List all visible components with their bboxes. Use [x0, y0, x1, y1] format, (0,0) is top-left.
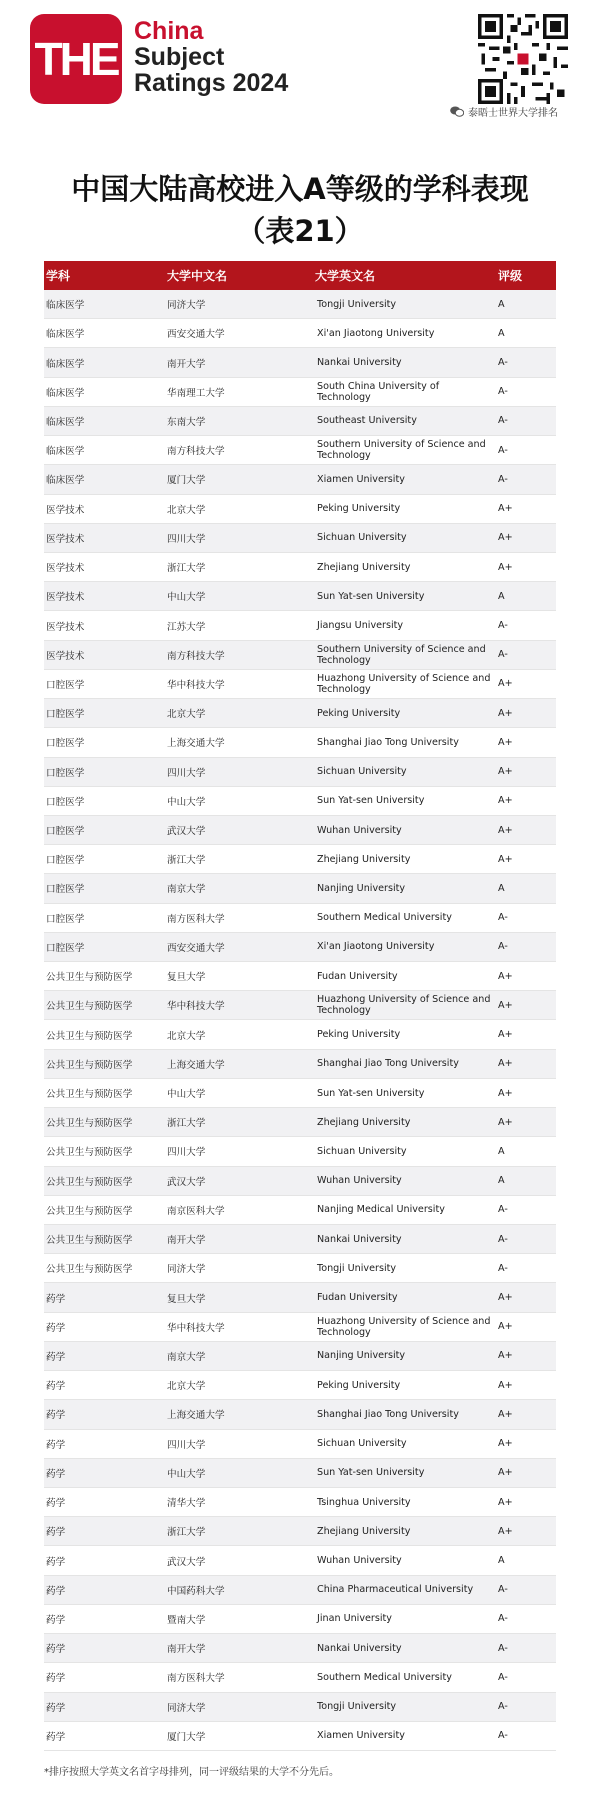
cell-english-name: Nanjing University [317, 1350, 406, 1362]
cell-english-name: South China University of Technology [317, 380, 440, 403]
cell-english-name: Shanghai Jiao Tong University [317, 1058, 459, 1070]
cell-chinese-name: 同济大学 [167, 300, 206, 312]
cell-rating: A [498, 1145, 505, 1157]
table-row [44, 787, 556, 816]
cell-subject: 药学 [46, 1498, 66, 1510]
header-english-name: 大学英文名 [315, 269, 376, 283]
table-row [44, 436, 556, 465]
cell-rating: A [498, 590, 505, 602]
cell-rating: A+ [498, 707, 513, 719]
cell-subject: 药学 [46, 1410, 66, 1422]
cell-rating: A- [498, 1204, 508, 1216]
cell-english-name: Southern University of Science and Technology [317, 643, 486, 666]
cell-subject: 临床医学 [46, 416, 85, 428]
cell-subject: 药学 [46, 1731, 66, 1743]
cell-chinese-name: 南开大学 [167, 358, 206, 370]
cell-english-name: Shanghai Jiao Tong University [317, 1408, 459, 1420]
table-row [44, 319, 556, 348]
cell-chinese-name: 东南大学 [167, 416, 206, 428]
cell-subject: 公共卫生与预防医学 [46, 1235, 133, 1247]
cell-english-name: Southern Medical University [317, 1671, 452, 1683]
cell-english-name: Peking University [317, 1379, 401, 1391]
cell-subject: 口腔医学 [46, 796, 85, 808]
cell-chinese-name: 南京大学 [167, 1351, 206, 1363]
cell-rating: A+ [498, 1029, 513, 1041]
cell-subject: 口腔医学 [46, 913, 85, 925]
cell-rating: A+ [498, 970, 513, 982]
cell-rating: A- [498, 912, 508, 924]
table-row [44, 1313, 556, 1342]
cell-rating: A+ [498, 853, 513, 865]
cell-english-name: Sichuan University [317, 532, 407, 544]
cell-chinese-name: 四川大学 [167, 1147, 206, 1159]
cell-rating: A [498, 298, 505, 310]
cell-english-name: Southeast University [317, 415, 417, 427]
cell-chinese-name: 华中科技大学 [167, 1001, 225, 1013]
cell-subject: 口腔医学 [46, 855, 85, 867]
table-row [44, 816, 556, 845]
cell-rating: A+ [498, 678, 513, 690]
table-row [44, 407, 556, 436]
cell-english-name: Wuhan University [317, 1555, 402, 1567]
cell-english-name: Xi'an Jiaotong University [317, 941, 435, 953]
table-row [44, 670, 556, 699]
cell-chinese-name: 华中科技大学 [167, 679, 225, 691]
table-row [44, 1079, 556, 1108]
cell-subject: 口腔医学 [46, 884, 85, 896]
cell-subject: 药学 [46, 1585, 66, 1597]
cell-subject: 口腔医学 [46, 709, 85, 721]
table-row [44, 378, 556, 407]
cell-subject: 药学 [46, 1468, 66, 1480]
cell-chinese-name: 武汉大学 [167, 826, 206, 838]
table-row [44, 348, 556, 377]
table-row [44, 933, 556, 962]
cell-rating: A+ [498, 795, 513, 807]
cell-rating: A- [498, 473, 508, 485]
cell-english-name: Peking University [317, 707, 401, 719]
cell-english-name: Tongji University [317, 1262, 397, 1274]
cell-english-name: Xiamen University [317, 473, 405, 485]
cell-chinese-name: 中山大学 [167, 1089, 206, 1101]
brand-title [134, 18, 288, 96]
cell-subject: 公共卫生与预防医学 [46, 1118, 133, 1130]
header-chinese-name: 大学中文名 [167, 269, 228, 283]
table-row [44, 1371, 556, 1400]
cell-chinese-name: 复旦大学 [167, 1293, 206, 1305]
table-row [44, 1576, 556, 1605]
table-row [44, 1225, 556, 1254]
table-row [44, 641, 556, 670]
table-row [44, 290, 556, 319]
cell-subject: 药学 [46, 1673, 66, 1685]
table-row [44, 845, 556, 874]
cell-english-name: Zhejiang University [317, 853, 411, 865]
cell-english-name: Huazhong University of Science and Technology [317, 672, 491, 695]
cell-english-name: Huazhong University of Science and Technology [317, 994, 491, 1017]
cell-subject: 药学 [46, 1322, 66, 1334]
cell-chinese-name: 厦门大学 [167, 1731, 206, 1743]
cell-rating: A- [498, 1671, 508, 1683]
table-row [44, 758, 556, 787]
cell-rating: A+ [498, 766, 513, 778]
cell-rating: A- [498, 1584, 508, 1596]
cell-english-name: Sun Yat-sen University [317, 795, 425, 807]
cell-english-name: Nankai University [317, 1233, 402, 1245]
table-row [44, 991, 556, 1020]
title-line-1: 中国大陆高校进入A等级的学科表现 [71, 172, 529, 206]
cell-english-name: Wuhan University [317, 824, 402, 836]
qr-code-icon [478, 14, 568, 104]
table-row [44, 1722, 556, 1751]
table-body [44, 290, 556, 1751]
cell-rating: A+ [498, 1116, 513, 1128]
cell-rating: A+ [498, 1058, 513, 1070]
cell-rating: A- [498, 941, 508, 953]
cell-english-name: Jinan University [317, 1613, 392, 1625]
cell-rating: A+ [498, 1525, 513, 1537]
cell-chinese-name: 复旦大学 [167, 972, 206, 984]
cell-english-name: Sun Yat-sen University [317, 590, 425, 602]
cell-english-name: Sichuan University [317, 1145, 407, 1157]
cell-chinese-name: 上海交通大学 [167, 738, 225, 750]
cell-english-name: China Pharmaceutical University [317, 1584, 474, 1596]
cell-rating: A+ [498, 1350, 513, 1362]
footnote: *排序按照大学英文名首字母排列，同一评级结果的大学不分先后。 [44, 1767, 339, 1778]
cell-english-name: Tongji University [317, 1701, 397, 1713]
cell-rating: A- [498, 1642, 508, 1654]
cell-subject: 医学技术 [46, 533, 85, 545]
cell-chinese-name: 浙江大学 [167, 563, 206, 575]
header-rating: 评级 [498, 269, 523, 283]
cell-english-name: Southern University of Science and Technology [317, 439, 486, 462]
cell-subject: 药学 [46, 1351, 66, 1363]
cell-subject: 临床医学 [46, 475, 85, 487]
title-line-2: （表21） [236, 214, 364, 248]
cell-chinese-name: 江苏大学 [167, 621, 206, 633]
table-row [44, 1137, 556, 1166]
cell-rating: A- [498, 1233, 508, 1245]
cell-chinese-name: 上海交通大学 [167, 1410, 225, 1422]
cell-chinese-name: 西安交通大学 [167, 329, 225, 341]
cell-subject: 临床医学 [46, 387, 85, 399]
the-logo [30, 14, 122, 104]
cell-english-name: Sun Yat-sen University [317, 1087, 425, 1099]
cell-english-name: Southern Medical University [317, 912, 452, 924]
cell-chinese-name: 武汉大学 [167, 1176, 206, 1188]
cell-english-name: Nankai University [317, 1642, 402, 1654]
cell-chinese-name: 四川大学 [167, 533, 206, 545]
cell-english-name: Fudan University [317, 970, 398, 982]
cell-subject: 公共卫生与预防医学 [46, 1264, 133, 1276]
table-row [44, 1342, 556, 1371]
table-row [44, 465, 556, 494]
table-row [44, 1546, 556, 1575]
cell-subject: 口腔医学 [46, 679, 85, 691]
table-row [44, 1254, 556, 1283]
cell-rating: A+ [498, 1496, 513, 1508]
cell-chinese-name: 暨南大学 [167, 1614, 206, 1626]
cell-chinese-name: 浙江大学 [167, 855, 206, 867]
cell-rating: A+ [498, 1379, 513, 1391]
header-subject: 学科 [46, 269, 71, 283]
cell-english-name: Nanjing Medical University [317, 1204, 445, 1216]
cell-rating: A+ [498, 736, 513, 748]
cell-subject: 药学 [46, 1293, 66, 1305]
brand-line-ratings: Ratings 2024 [134, 69, 289, 97]
cell-rating: A+ [498, 824, 513, 836]
cell-english-name: Tongji University [317, 298, 397, 310]
table-row [44, 1663, 556, 1692]
cell-chinese-name: 同济大学 [167, 1702, 206, 1714]
cell-english-name: Sichuan University [317, 1438, 407, 1450]
cell-chinese-name: 浙江大学 [167, 1527, 206, 1539]
cell-chinese-name: 北京大学 [167, 1381, 206, 1393]
cell-rating: A- [498, 1613, 508, 1625]
cell-chinese-name: 中山大学 [167, 592, 206, 604]
page-title [0, 168, 600, 252]
cell-subject: 公共卫生与预防医学 [46, 1176, 133, 1188]
cell-rating: A- [498, 1701, 508, 1713]
cell-subject: 医学技术 [46, 504, 85, 516]
cell-chinese-name: 北京大学 [167, 1030, 206, 1042]
cell-subject: 药学 [46, 1439, 66, 1451]
cell-rating: A+ [498, 1467, 513, 1479]
cell-english-name: Jiangsu University [317, 620, 404, 632]
cell-subject: 医学技术 [46, 650, 85, 662]
cell-chinese-name: 中国药科大学 [167, 1585, 225, 1597]
table-row [44, 1634, 556, 1663]
cell-chinese-name: 中山大学 [167, 1468, 206, 1480]
cell-chinese-name: 南京大学 [167, 884, 206, 896]
table-row [44, 495, 556, 524]
cell-chinese-name: 华南理工大学 [167, 387, 225, 399]
cell-subject: 医学技术 [46, 621, 85, 633]
cell-subject: 药学 [46, 1644, 66, 1656]
cell-subject: 临床医学 [46, 300, 85, 312]
cell-chinese-name: 南方医科大学 [167, 1673, 225, 1685]
table-row [44, 1430, 556, 1459]
cell-english-name: Sichuan University [317, 766, 407, 778]
cell-rating: A- [498, 415, 508, 427]
table-row [44, 1108, 556, 1137]
table-header [44, 261, 556, 290]
cell-rating: A [498, 1555, 505, 1567]
cell-rating: A+ [498, 561, 513, 573]
cell-chinese-name: 武汉大学 [167, 1556, 206, 1568]
brand-line-subject: Subject [134, 43, 225, 71]
brand-line-china: China [134, 17, 204, 45]
cell-subject: 药学 [46, 1381, 66, 1393]
table-row [44, 582, 556, 611]
cell-rating: A+ [498, 999, 513, 1011]
ratings-table [44, 261, 556, 1751]
cell-chinese-name: 中山大学 [167, 796, 206, 808]
cell-subject: 公共卫生与预防医学 [46, 1147, 133, 1159]
table-row [44, 1283, 556, 1312]
cell-subject: 公共卫生与预防医学 [46, 1059, 133, 1071]
cell-english-name: Sun Yat-sen University [317, 1467, 425, 1479]
cell-english-name: Peking University [317, 503, 401, 515]
table-row [44, 1459, 556, 1488]
cell-rating: A [498, 327, 505, 339]
cell-chinese-name: 南开大学 [167, 1644, 206, 1656]
cell-chinese-name: 上海交通大学 [167, 1059, 225, 1071]
cell-chinese-name: 四川大学 [167, 1439, 206, 1451]
cell-chinese-name: 南方科技大学 [167, 446, 225, 458]
cell-subject: 口腔医学 [46, 738, 85, 750]
wechat-icon [450, 106, 464, 117]
cell-english-name: Shanghai Jiao Tong University [317, 736, 459, 748]
cell-rating: A+ [498, 1087, 513, 1099]
cell-chinese-name: 南京医科大学 [167, 1205, 225, 1217]
table-row [44, 1400, 556, 1429]
cell-subject: 药学 [46, 1702, 66, 1714]
cell-subject: 公共卫生与预防医学 [46, 1030, 133, 1042]
table-row [44, 1196, 556, 1225]
cell-rating: A- [498, 444, 508, 456]
cell-subject: 药学 [46, 1527, 66, 1539]
table-row [44, 611, 556, 640]
cell-english-name: Huazhong University of Science and Technology [317, 1315, 491, 1338]
table-row [44, 1020, 556, 1049]
cell-english-name: Zhejiang University [317, 561, 411, 573]
cell-chinese-name: 南开大学 [167, 1235, 206, 1247]
table-row [44, 962, 556, 991]
logo-text: THE [34, 33, 118, 85]
cell-rating: A- [498, 386, 508, 398]
cell-english-name: Xi'an Jiaotong University [317, 327, 435, 339]
table-row [44, 524, 556, 553]
table-row [44, 1693, 556, 1722]
cell-rating: A- [498, 357, 508, 369]
cell-rating: A+ [498, 1408, 513, 1420]
cell-chinese-name: 南方医科大学 [167, 913, 225, 925]
cell-chinese-name: 西安交通大学 [167, 942, 225, 954]
cell-chinese-name: 北京大学 [167, 504, 206, 516]
cell-rating: A+ [498, 1321, 513, 1333]
table-row [44, 1488, 556, 1517]
table-row [44, 904, 556, 933]
cell-english-name: Fudan University [317, 1292, 398, 1304]
cell-subject: 公共卫生与预防医学 [46, 972, 133, 984]
cell-rating: A+ [498, 532, 513, 544]
cell-subject: 公共卫生与预防医学 [46, 1001, 133, 1013]
table-row [44, 1050, 556, 1079]
cell-chinese-name: 北京大学 [167, 709, 206, 721]
cell-subject: 口腔医学 [46, 767, 85, 779]
cell-subject: 药学 [46, 1614, 66, 1626]
table-row [44, 699, 556, 728]
wechat-account-name: 泰晤士世界大学排名 [468, 108, 558, 119]
cell-rating: A- [498, 649, 508, 661]
cell-subject: 口腔医学 [46, 942, 85, 954]
cell-subject: 公共卫生与预防医学 [46, 1205, 133, 1217]
cell-english-name: Nanjing University [317, 882, 406, 894]
cell-english-name: Xiamen University [317, 1730, 405, 1742]
cell-subject: 口腔医学 [46, 826, 85, 838]
cell-rating: A [498, 882, 505, 894]
cell-chinese-name: 南方科技大学 [167, 650, 225, 662]
table-row [44, 874, 556, 903]
cell-rating: A- [498, 1730, 508, 1742]
cell-english-name: Wuhan University [317, 1175, 402, 1187]
cell-chinese-name: 同济大学 [167, 1264, 206, 1276]
cell-subject: 公共卫生与预防医学 [46, 1089, 133, 1101]
cell-subject: 医学技术 [46, 563, 85, 575]
cell-english-name: Peking University [317, 1029, 401, 1041]
cell-chinese-name: 清华大学 [167, 1498, 206, 1510]
cell-chinese-name: 四川大学 [167, 767, 206, 779]
cell-chinese-name: 浙江大学 [167, 1118, 206, 1130]
cell-rating: A+ [498, 1438, 513, 1450]
cell-rating: A- [498, 620, 508, 632]
cell-chinese-name: 厦门大学 [167, 475, 206, 487]
cell-english-name: Nankai University [317, 357, 402, 369]
table-row [44, 728, 556, 757]
table-row [44, 553, 556, 582]
cell-chinese-name: 华中科技大学 [167, 1322, 225, 1334]
cell-subject: 临床医学 [46, 446, 85, 458]
cell-subject: 医学技术 [46, 592, 85, 604]
wechat-account [450, 104, 590, 119]
cell-english-name: Zhejiang University [317, 1116, 411, 1128]
cell-rating: A [498, 1175, 505, 1187]
cell-english-name: Tsinghua University [317, 1496, 411, 1508]
cell-rating: A+ [498, 503, 513, 515]
cell-subject: 临床医学 [46, 329, 85, 341]
cell-rating: A+ [498, 1292, 513, 1304]
cell-rating: A- [498, 1262, 508, 1274]
table-row [44, 1605, 556, 1634]
table-row [44, 1167, 556, 1196]
cell-english-name: Zhejiang University [317, 1525, 411, 1537]
cell-subject: 药学 [46, 1556, 66, 1568]
cell-subject: 临床医学 [46, 358, 85, 370]
table-row [44, 1517, 556, 1546]
